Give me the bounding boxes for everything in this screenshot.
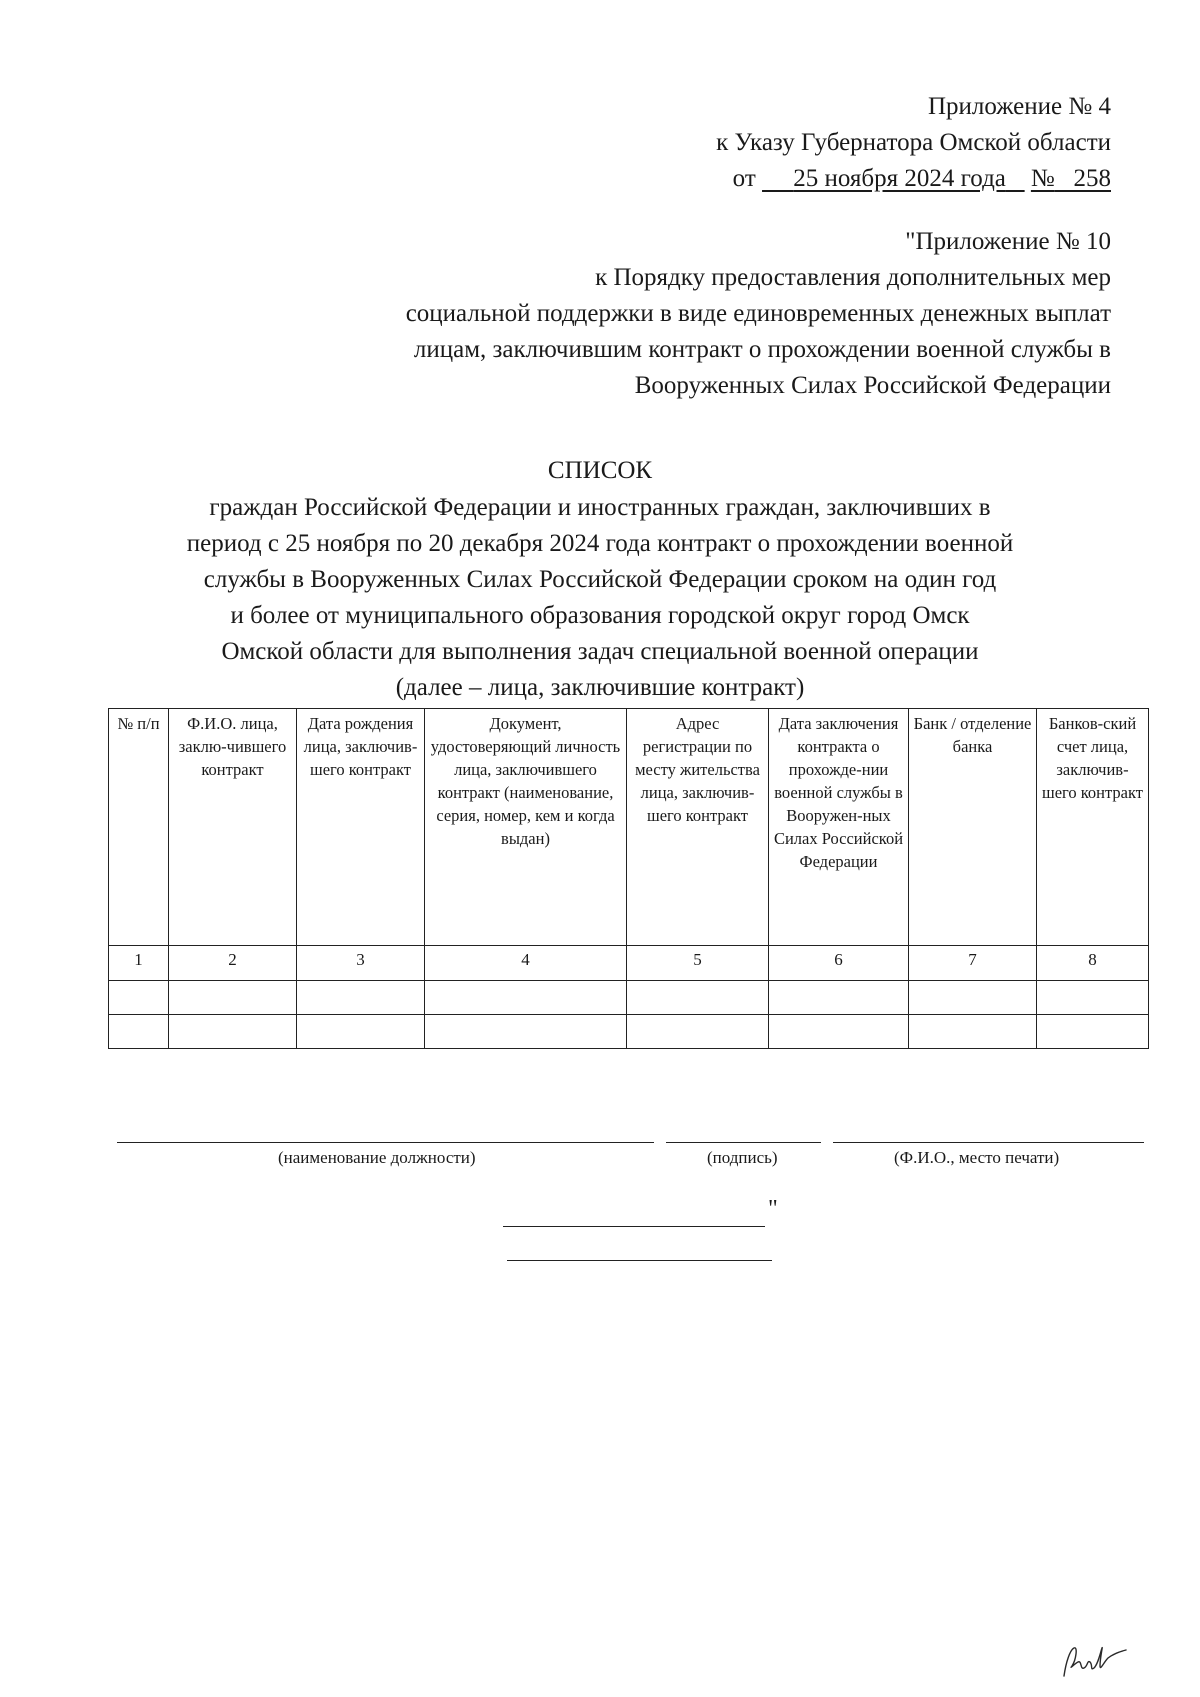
table-cell [297,981,425,1015]
table-header-row [109,709,1149,946]
decree-date: 25 ноября 2024 года [793,165,1006,192]
table-cell [169,1015,297,1049]
document-subtitle [100,490,1100,706]
column-number: 4 [425,946,627,981]
table-cell [769,1015,909,1049]
column-header: Банков-ский счет лица, заключив-шего контракт [1037,709,1149,946]
table-cell [169,981,297,1015]
table-cell [425,981,627,1015]
column-number: 8 [1037,946,1149,981]
subtitle-line: Омской области для выполнения задач специальной военной операции [221,638,979,665]
table-cell [1037,1015,1149,1049]
column-header: Ф.И.О. лица, заклю-чившего контракт [169,709,297,946]
column-header: Адрес регистрации по месту жительства лица, заключив-шего контракт [627,709,769,946]
appendix-number: Приложение № 4 [927,93,1111,120]
handwritten-signature [1060,1640,1130,1682]
column-header: Дата рождения лица, заключив-шего контракт [297,709,425,946]
decree-header [716,89,1111,197]
table-row [109,981,1149,1015]
table-cell [1037,981,1149,1015]
procedure-line-2: социальной поддержки в виде единовременных денежных выплат [405,300,1111,327]
name-label: (Ф.И.О., место печати) [894,1148,1060,1167]
procedure-line-1: к Порядку предоставления дополнительных мер [595,264,1111,291]
signature-line [666,1142,821,1143]
procedure-line-3: лицам, заключившим контракт о прохождении военной службы в [413,336,1111,363]
column-number: 6 [769,946,909,981]
column-number: 7 [909,946,1037,981]
name-line [833,1142,1144,1143]
column-number-row [109,946,1149,981]
table-cell [109,981,169,1015]
column-number: 1 [109,946,169,981]
subtitle-line: и более от муниципального образования городской округ город Омск [230,602,970,629]
decree-reference: к Указу Губернатора Омской области [716,129,1111,156]
column-header: Документ, удостоверяющий личность лица, заключившего контракт (наименование, серия, номер, кем и когда выдан) [425,709,627,946]
subtitle-line: период с 25 ноября по 20 декабря 2024 года контракт о прохождении военной [186,530,1014,557]
closing-quote: " [768,1196,778,1222]
column-number: 3 [297,946,425,981]
column-header: Дата заключения контракта о прохожде-нии военной службы в Вооружен-ных Силах Российской Федерации [769,709,909,946]
signature-label: (подпись) [707,1148,778,1167]
table-cell [627,1015,769,1049]
table-cell [769,981,909,1015]
column-number: 2 [169,946,297,981]
table-cell [297,1015,425,1049]
table-cell [627,981,769,1015]
procedure-header [406,224,1111,404]
table-row [109,1015,1149,1049]
subtitle-line: граждан Российской Федерации и иностранных граждан, заключивших в [209,494,991,521]
column-header: № п/п [109,709,169,946]
sub-appendix-number: "Приложение № 10 [905,228,1111,255]
subtitle-line: службы в Вооруженных Силах Российской Федерации сроком на один год [203,566,997,593]
column-header: Банк / отделение банка [909,709,1037,946]
subtitle-line: (далее – лица, заключившие контракт) [395,674,805,701]
table-cell [425,1015,627,1049]
decree-date-line [716,161,1111,197]
blank-line [503,1226,765,1227]
decree-number: № 258 [1030,165,1111,192]
table-cell [909,1015,1037,1049]
document-title: СПИСОК [547,457,653,484]
procedure-line-4: Вооруженных Силах Российской Федерации [634,372,1111,399]
position-label: (наименование должности) [278,1148,476,1167]
date-prefix: от [732,165,756,192]
contract-list-table [108,708,1149,1049]
table-cell [109,1015,169,1049]
blank-line [507,1260,772,1261]
table-cell [909,981,1037,1015]
position-line [117,1142,654,1143]
column-number: 5 [627,946,769,981]
